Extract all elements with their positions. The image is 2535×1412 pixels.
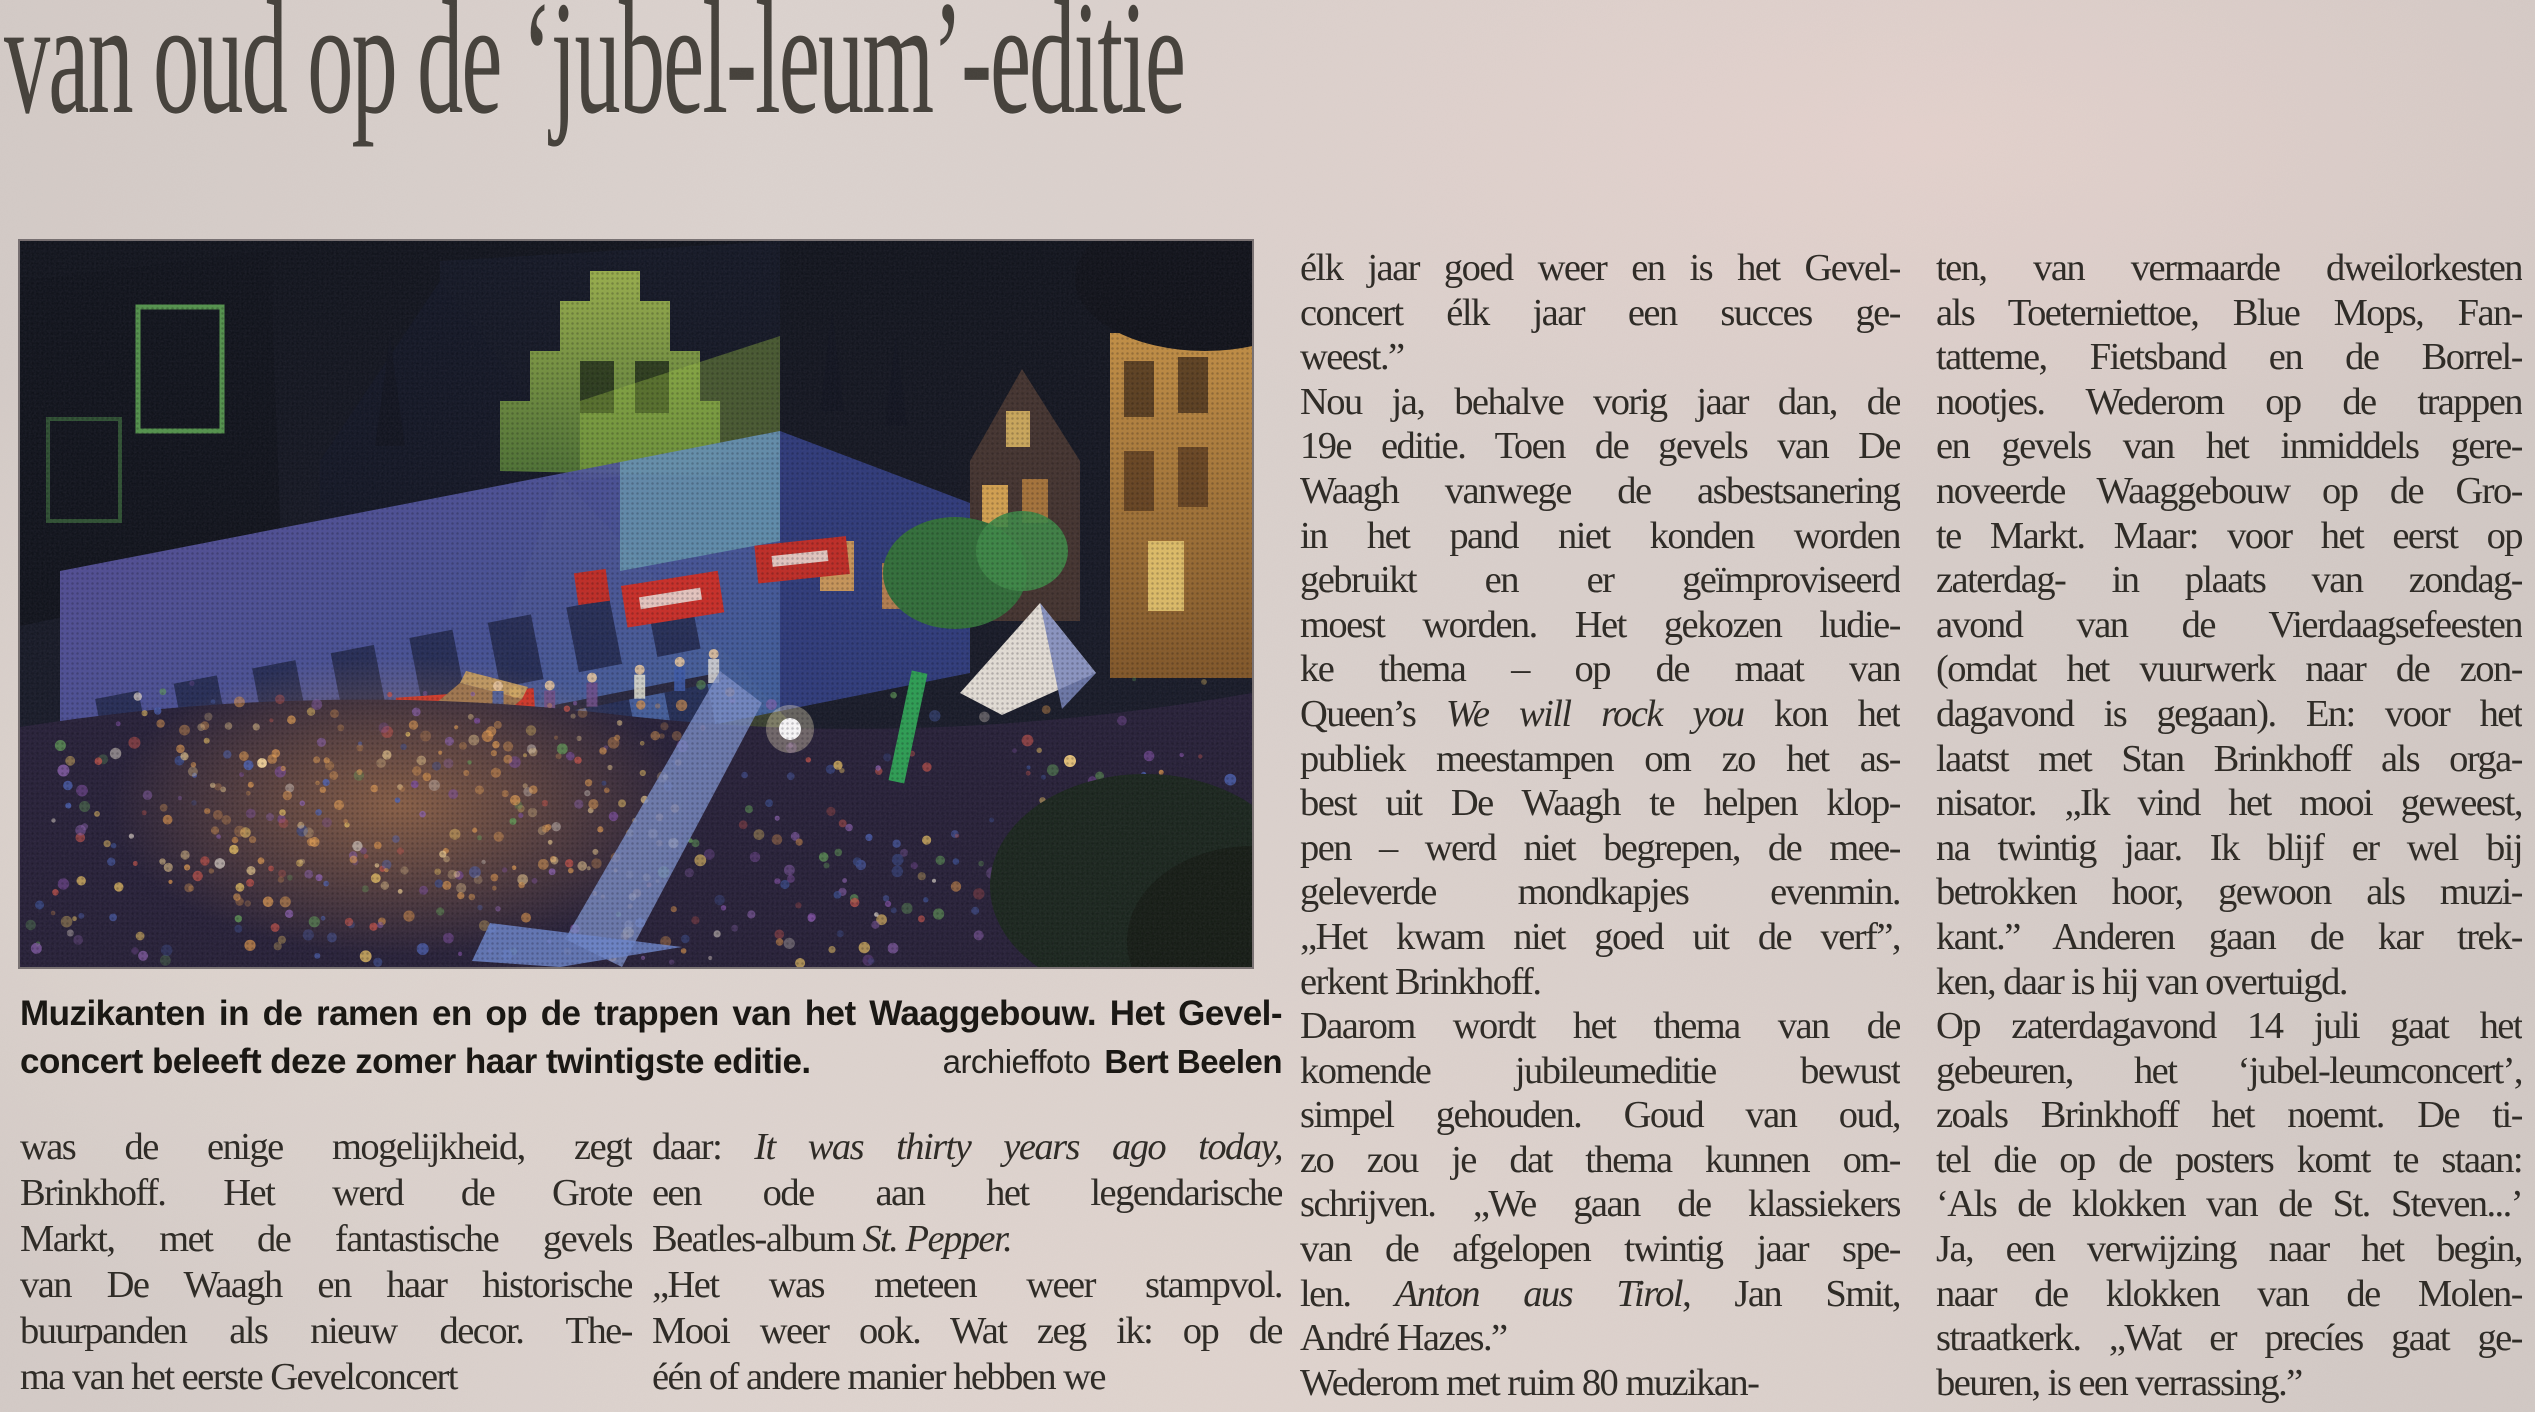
article-column-4 xyxy=(1936,246,2522,1408)
article-line: laatst met Stan Brinkhoff als orga- xyxy=(1936,737,2522,780)
article-line: best uit De Waagh te helpen klop- xyxy=(1300,782,1900,825)
concert-photo-illustration xyxy=(20,241,1252,967)
article-line: straatkerk. „Wat er precíes gaat ge- xyxy=(1936,1317,2522,1360)
article-line: avond van de Vierdaagsefeesten xyxy=(1936,603,2522,646)
article-line: Op zaterdagavond 14 juli gaat het xyxy=(1936,1005,2522,1048)
headline: van oud op de ‘jubel-leum’-editie xyxy=(4,0,1185,148)
article-column-3 xyxy=(1300,246,1900,1408)
article-line: Nou ja, behalve vorig jaar dan, de xyxy=(1300,380,1900,423)
article-line: erkent Brinkhoff. xyxy=(1300,960,1541,1003)
article-column-2 xyxy=(652,1124,1282,1402)
article-line: len. Anton aus Tirol, Jan Smit, xyxy=(1300,1272,1900,1315)
article-line: buurpanden als nieuw decor. The- xyxy=(20,1310,632,1352)
article-line: gebeuren, het ‘jubel-leumconcert’, xyxy=(1936,1049,2522,1092)
article-line: dagavond is gegaan). En: voor het xyxy=(1936,692,2522,735)
article-line: kant.” Anderen gaan de kar trek- xyxy=(1936,915,2522,958)
article-line: concert élk jaar een succes ge- xyxy=(1300,291,1900,334)
article-line: élk jaar goed weer en is het Gevel- xyxy=(1300,247,1900,289)
article-line: te Markt. Maar: voor het eerst op xyxy=(1936,514,2522,557)
article-line: nootjes. Wederom op de trappen xyxy=(1936,380,2522,423)
article-line: van de afgelopen twintig jaar spe- xyxy=(1300,1228,1900,1271)
article-line: nisator. „Ik vind het mooi geweest, xyxy=(1936,782,2522,825)
article-line: (omdat het vuurwerk naar de zon- xyxy=(1936,648,2522,691)
article-line: zo zou je dat thema kunnen om- xyxy=(1300,1138,1900,1181)
article-line: naar de klokken van de Molen- xyxy=(1936,1272,2522,1315)
article-line: „Het kwam niet goed uit de verf”, xyxy=(1300,915,1900,958)
article-line: ten, van vermaarde dweilorkesten xyxy=(1936,247,2522,289)
article-line: van De Waagh en haar historische xyxy=(20,1264,632,1306)
concert-photo xyxy=(20,241,1252,967)
article-line: Daarom wordt het thema van de xyxy=(1300,1005,1900,1048)
article-line: betrokken hoor, gewoon als muzi- xyxy=(1936,871,2522,914)
article-line: zoals Brinkhoff het noemt. De ti- xyxy=(1936,1094,2522,1137)
article-line: was de enige mogelijkheid, zegt xyxy=(20,1126,632,1168)
article-line: „Het was meteen weer stampvol. xyxy=(652,1264,1282,1306)
article-line: ke thema – op de maat van xyxy=(1300,648,1900,691)
article-line: schrijven. „We gaan de klassiekers xyxy=(1300,1183,1900,1226)
article-line: Beatles-album St. Pepper. xyxy=(652,1218,1012,1260)
article-line: als Toeterniettoe, Blue Mops, Fan- xyxy=(1936,291,2522,334)
article-line: geleverde mondkapjes evenmin. xyxy=(1300,871,1900,914)
article-line: weest.” xyxy=(1300,336,1404,379)
article-line: en gevels van het inmiddels gere- xyxy=(1936,425,2522,468)
article-line: een ode aan het legendarische xyxy=(652,1172,1282,1214)
article-line: tatteme, Fietsband en de Borrel- xyxy=(1936,336,2522,379)
photo-caption xyxy=(20,990,1282,1086)
article-line: noveerde Waaggebouw op de Gro- xyxy=(1936,469,2522,512)
article-line: tel die op de posters komt te staan: xyxy=(1936,1138,2522,1181)
article-line: daar: It was thirty years ago today, xyxy=(652,1126,1282,1168)
article-line: Wederom met ruim 80 muzikan- xyxy=(1300,1361,1759,1404)
article-line: ma van het eerste Gevelconcert xyxy=(20,1356,457,1398)
article-line: na twintig jaar. Ik blijf er wel bij xyxy=(1936,826,2522,869)
article-line: simpel gehouden. Goud van oud, xyxy=(1300,1094,1900,1137)
article-line: beuren, is een verrassing.” xyxy=(1936,1361,2302,1404)
photo-credit-label: archieffoto xyxy=(942,1043,1091,1080)
caption-line-1: Muzikanten in de ramen en op de trappen van het Waaggebouw. Het Gevel- xyxy=(20,994,1282,1033)
photo-credit xyxy=(943,1038,1282,1086)
photo-credit-name: Bert Beelen xyxy=(1104,1043,1282,1080)
article-line: Ja, een verwijzing naar het begin, xyxy=(1936,1228,2522,1271)
article-line: Brinkhoff. Het werd de Grote xyxy=(20,1172,632,1214)
article-line: 19e editie. Toen de gevels van De xyxy=(1300,425,1900,468)
article-line: komende jubileumeditie bewust xyxy=(1300,1049,1900,1092)
article-line: één of andere manier hebben we xyxy=(652,1356,1105,1398)
article-line: moest worden. Het gekozen ludie- xyxy=(1300,603,1900,646)
article-line: gebruikt en er geïmproviseerd xyxy=(1300,559,1900,602)
article-line: pen – werd niet begrepen, de mee- xyxy=(1300,826,1900,869)
article-line: Mooi weer ook. Wat zeg ik: op de xyxy=(652,1310,1282,1352)
article-column-1 xyxy=(20,1124,632,1402)
article-line: ken, daar is hij van overtuigd. xyxy=(1936,960,2347,1003)
caption-line-2: concert beleeft deze zomer haar twintigste editie. xyxy=(20,1042,811,1081)
article-line: Markt, met de fantastische gevels xyxy=(20,1218,632,1260)
article-line: zaterdag- in plaats van zondag- xyxy=(1936,559,2522,602)
article-line: publiek meestampen om zo het as- xyxy=(1300,737,1900,780)
film-grain xyxy=(20,241,1252,967)
article-line: André Hazes.” xyxy=(1300,1317,1507,1360)
article-line: Queen’s We will rock you kon het xyxy=(1300,692,1900,735)
article-line: ‘Als de klokken van de St. Steven...’ xyxy=(1936,1183,2522,1226)
article-line: Waagh vanwege de asbestsanering xyxy=(1300,469,1900,512)
article-line: in het pand niet konden worden xyxy=(1300,514,1900,557)
